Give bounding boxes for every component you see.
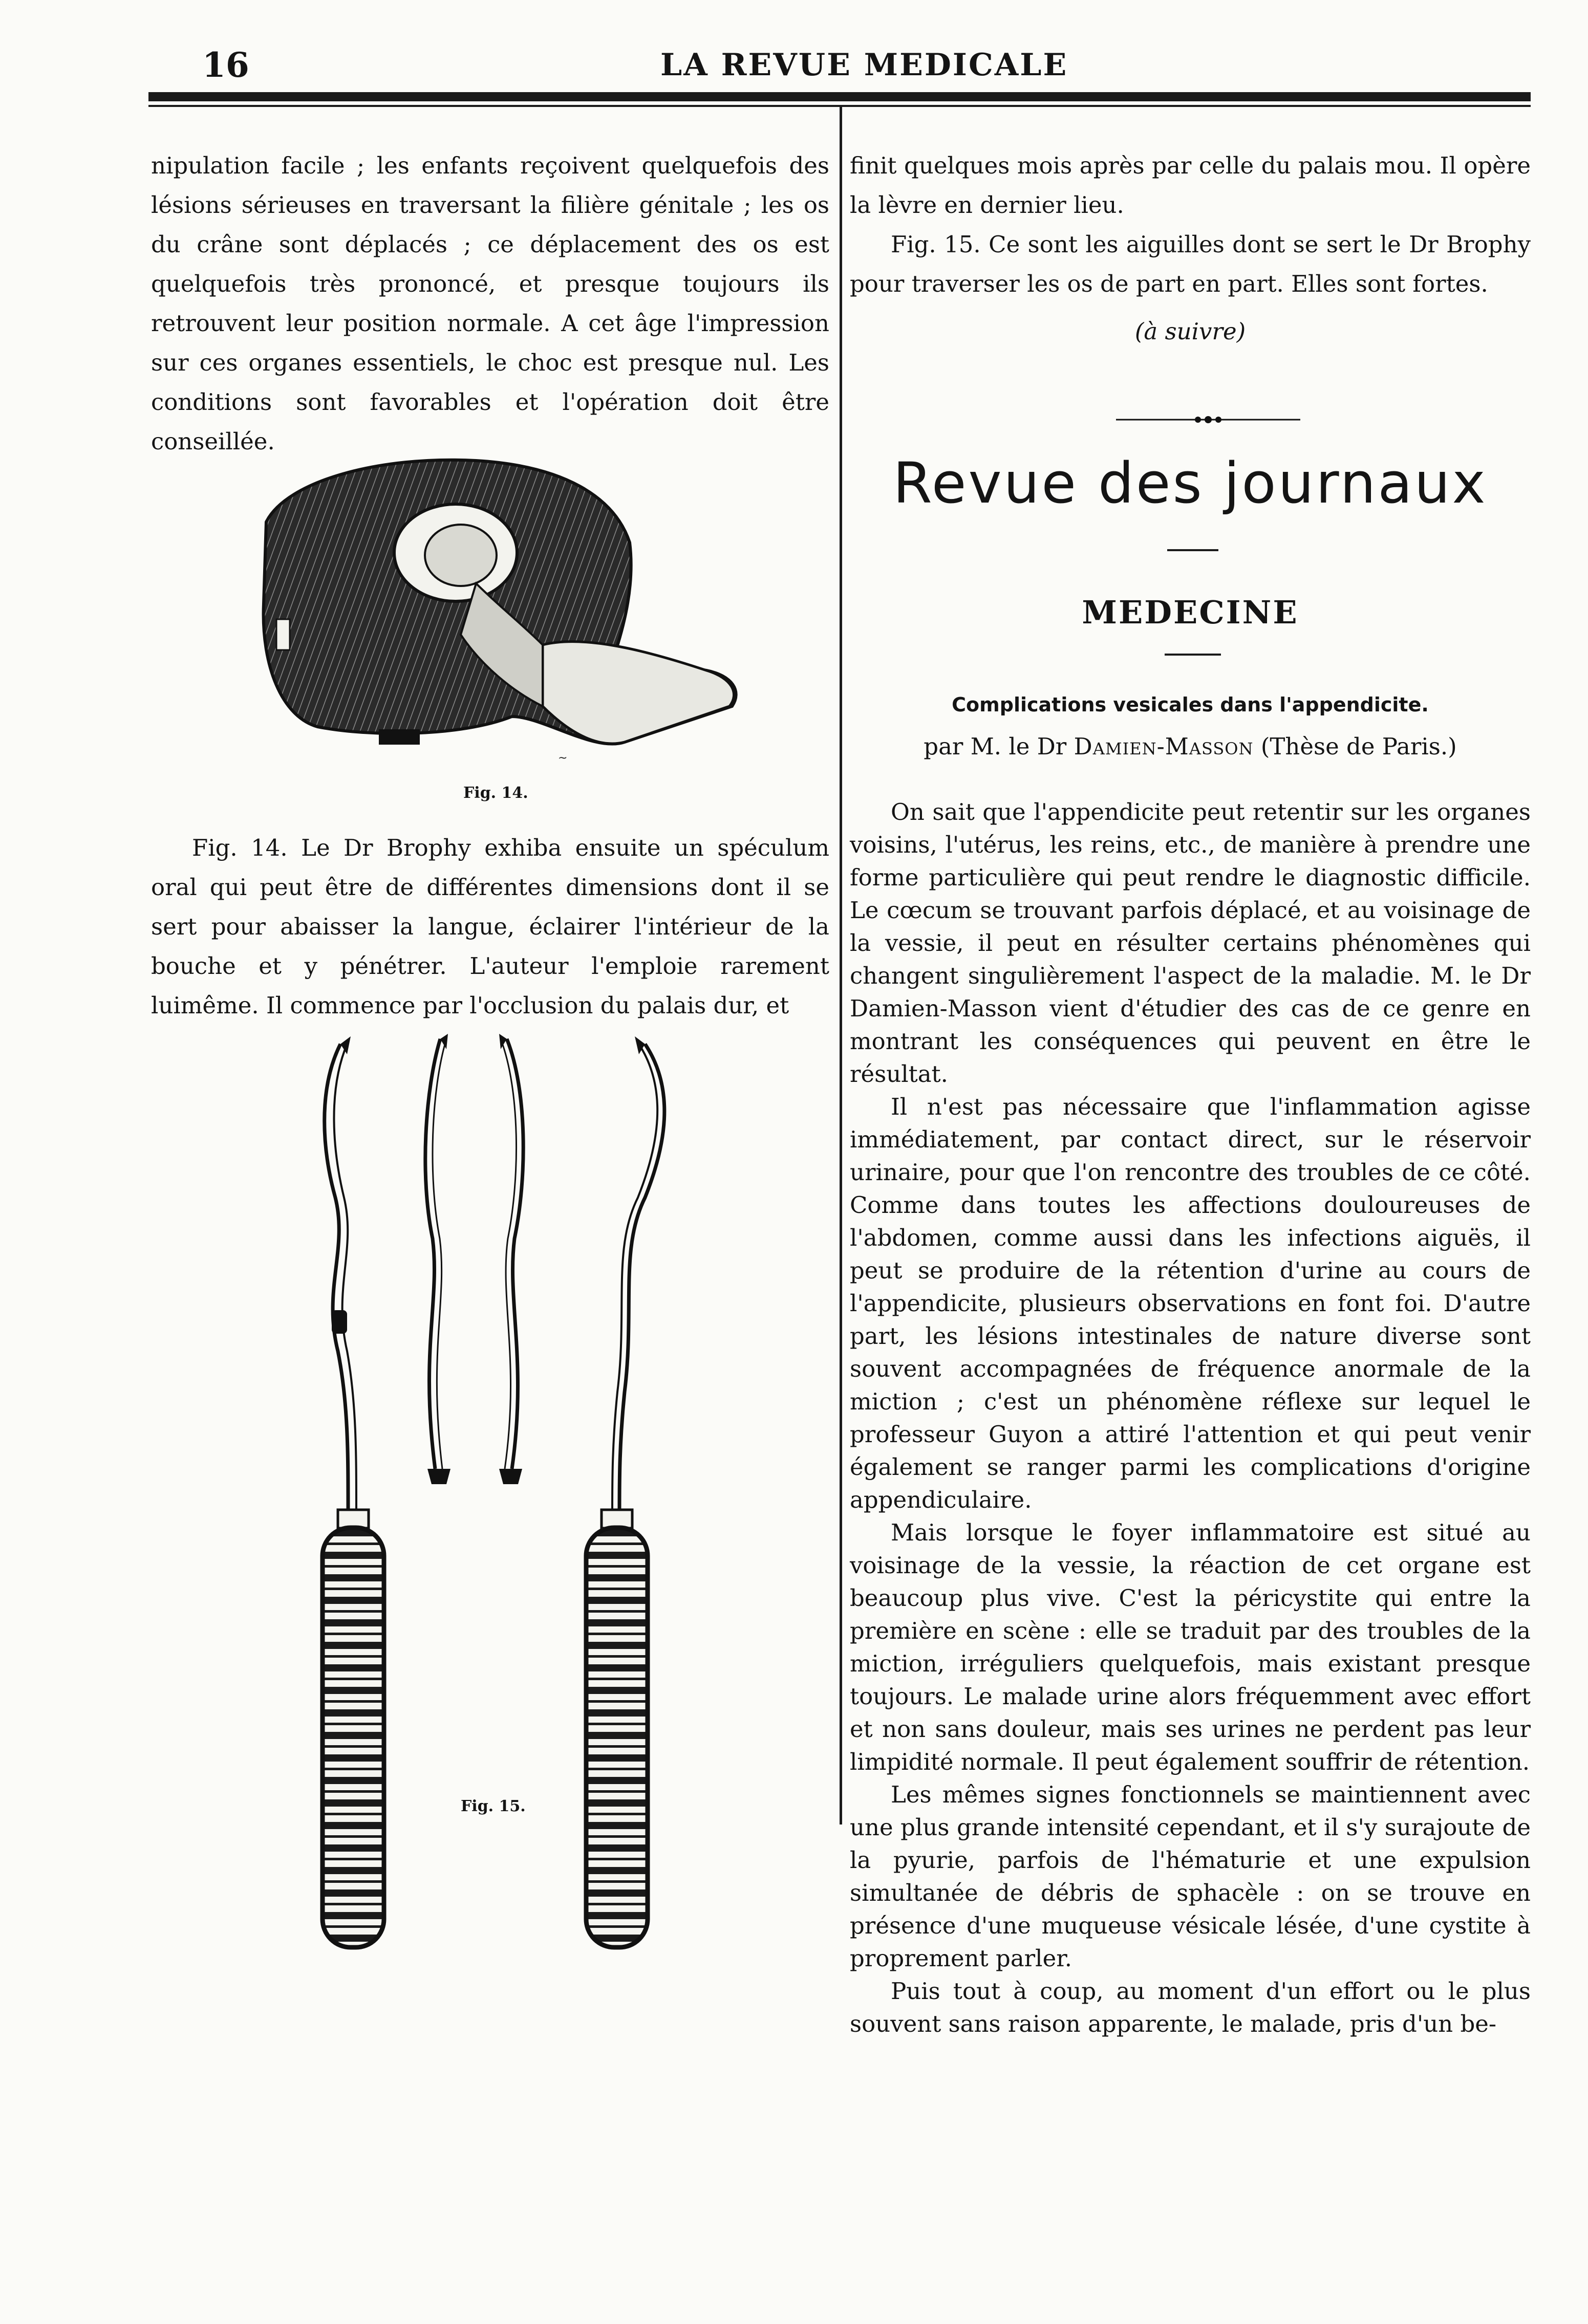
page-number: 16 [202,45,249,85]
svg-text:~: ~ [558,752,568,765]
article-paragraph: Mais lorsque le foyer inflammatoire est situé au voisinage de la vessie, la réaction de cet organe est beaucoup plus vive. C'est la péricystite qui entre la première en scène : elle se traduit par des troubles de la miction, irréguliers quelquefois, mais existant presque toujours. Le malade urine alors fréquemment avec effort et non sans douleur, mais ses urines ne perdent pas leur limpidité normale. Il peut également souffrir de rétention. [850,1519,1531,1775]
article-byline [850,733,1531,760]
section-title-rule [1167,549,1218,551]
header-rule-thick [148,92,1531,101]
brophy-needles-illustration [287,1034,696,2016]
fig14-caption: Fig. 14. [463,784,528,802]
byline-author: Damien-Masson [1074,733,1254,760]
fig15-caption: Fig. 15. [461,1797,526,1815]
article-paragraph: Il n'est pas nécessaire que l'inflammation agisse immédiatement, par contact direct, sur le réservoir urinaire, pour que l'on rencontre des troubles de ce côté. Comme dans toutes les affections douloureuses de l'abdomen, comme aussi dans les infections aiguës, il peut se produire de la rétention d'urine au cours de l'appendicite, plusieurs observations en font foi. D'autre part, les lésions intestinales de nature diverse sont souvent accompagnées de fréquence anormale de la miction ; c'est un phénomène réflexe sur lequel le professeur Guyon a attiré l'attention et qui peut venir également se ranger parmi les complications d'origine appendiculaire. [850,1093,1531,1513]
left-fig14-block [151,828,829,1025]
section-title: Revue des journaux [893,450,1488,516]
article-body [850,796,1531,2040]
subsection-rule [1165,654,1221,656]
left-intro-paragraph: nipulation facile ; les enfants reçoivent quelquefois des lésions sérieuses en traversant la filière génitale ; les os du crâne sont déplacés ; ce déplacement des os est quelquefois très prononcé, et presque toujours ils retrouvent leur position normale. A cet âge l'impression sur ces organes essentiels, le choc est presque nul. Les conditions sont favorables et l'opération doit être conseillée. [151,152,829,455]
subsection-title: MEDECINE [1082,594,1299,631]
left-intro-block [151,146,829,461]
article-paragraph: Puis tout à coup, au moment d'un effort ou le plus souvent sans raison apparente, le malade, pris d'un be- [850,1978,1531,2037]
right-top-block [850,146,1531,351]
article-title: Complications vesicales dans l'appendicite. [952,693,1429,716]
a-suivre-note: (à suivre) [1134,318,1246,345]
byline-prefix: par M. le Dr [924,733,1067,760]
right-fig15-paragraph: Fig. 15. Ce sont les aiguilles dont se sert le Dr Brophy pour traverser les os de part en part. Elles sont fortes. [850,231,1531,297]
right-continuation-paragraph: finit quelques mois après par celle du palais mou. Il opère la lèvre en dernier lieu. [850,152,1531,219]
left-fig14-paragraph: Fig. 14. Le Dr Brophy exhiba ensuite un spéculum oral qui peut être de différentes dimensions dont il se sert pour abaisser la langue, éclairer l'intérieur de la bouche et y pénétrer. L'auteur l'emploie rarement luimême. Il commence par l'occlusion du palais dur, et [151,834,829,1019]
oral-speculum-illustration [256,450,747,778]
column-divider [840,105,842,1825]
article-paragraph: On sait que l'appendicite peut retentir sur les organes voisins, l'utérus, les reins, etc., de manière à prendre une forme particulière qui peut rendre le diagnostic difficile. Le cœcum se trouvant parfois déplacé, et au voisinage de la vessie, il peut en résulter certains phénomènes qui changent singulièrement l'aspect de la maladie. M. le Dr Damien-Masson vient d'étudier des cas de ce genre en montrant les conséquences qui peuvent en être le résultat. [850,798,1531,1088]
ornamental-separator [1116,415,1300,425]
article-paragraph: Les mêmes signes fonctionnels se maintiennent avec une plus grande intensité cependant, et il s'y surajoute de la pyurie, parfois de l'hématurie et une expulsion simultanée de débris de sphacèle : on se trouve en présence d'une muqueuse vésicale lésée, d'une cystite à proprement parler. [850,1781,1531,1972]
running-head: LA REVUE MEDICALE [660,47,1068,83]
byline-suffix: (Thèse de Paris.) [1260,733,1457,760]
